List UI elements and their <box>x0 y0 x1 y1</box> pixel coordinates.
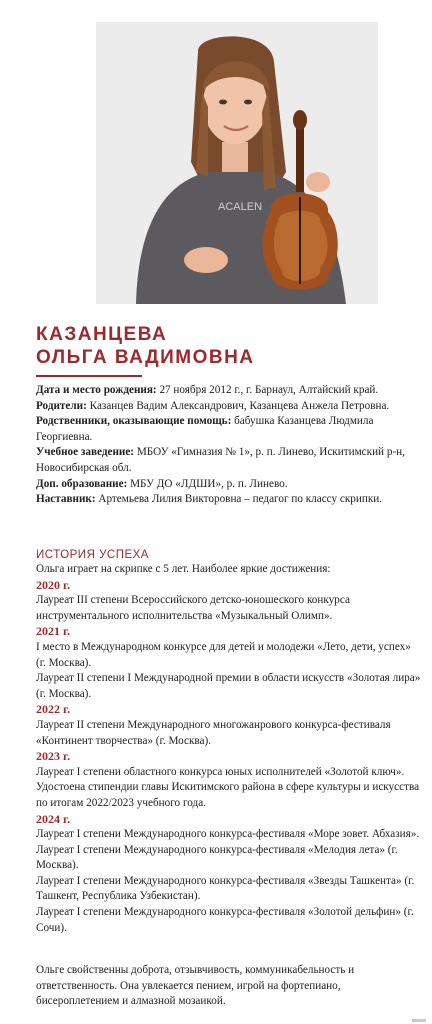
year-heading: 2020 г. <box>36 577 71 592</box>
portrait-photo <box>96 22 378 304</box>
closing-paragraph <box>36 963 421 1010</box>
achievement-item: Лауреат I степени Международного конкурса-фестиваля «Золотой дельфин» (г. Сочи). <box>36 906 414 934</box>
year-heading: 2023 г. <box>36 749 71 764</box>
bio-value: МБУ ДО «ЛДШИ», р. п. Линево. <box>127 477 288 490</box>
year-heading: 2024 г. <box>36 811 71 826</box>
person-name <box>36 323 255 369</box>
bio-relatives <box>36 414 421 445</box>
bio-label: Доп. образование: <box>36 477 128 490</box>
bio-parents <box>36 399 421 415</box>
bio-label: Дата и место рождения: <box>36 384 157 396</box>
achievement-item: Лауреат I степени областного конкурса юных исполнителей «Золотой ключ». <box>36 765 405 778</box>
year-heading: 2021 г. <box>36 624 71 639</box>
achievement-item: Удостоена стипендии главы Искитимского района в сфере культуры и искусства по итогам 2022/2023 учебного года. <box>36 781 420 809</box>
achievement-item: Лауреат I степени Международного конкурса-фестиваля «Мелодия лета» (г. Москва). <box>36 843 398 872</box>
history-intro: Ольга играет на скрипке с 5 лет. Наиболее яркие достижения: <box>36 563 331 575</box>
bio-value: МБОУ «Гимназия № 1», р. п. Линево, Искитимский р-н, Новосибирская обл. <box>36 446 405 474</box>
achievement-item: Лауреат III степени Всероссийского детско-юношеского конкурса инструментального исполнительства «Музыкальный Олимп». <box>36 594 350 622</box>
person-given-names: ОЛЬГА ВАДИМОВНА <box>36 347 255 368</box>
history-section <box>36 562 421 936</box>
bio-label: Родители: <box>36 399 87 412</box>
bio-mentor <box>36 492 421 508</box>
bio-value: Казанцев Вадим Александрович, Казанцева Анжела Петровна. <box>86 399 390 412</box>
person-surname: КАЗАНЦЕВА <box>36 324 168 345</box>
achievement-item: Лауреат I степени Международного конкурса-фестиваля «Море зовет. Абхазия». <box>36 828 420 841</box>
page-corner-mark <box>412 1019 426 1022</box>
portrait-illustration <box>96 22 378 304</box>
closing-text: Ольге свойственны доброта, отзывчивость, коммуникабельность и ответственность. Она увлекается пением, игрой на фортепиано, бисероплетением и алмазной мозаикой. <box>36 964 355 1008</box>
bio-birth <box>36 383 421 399</box>
achievement-item: Лауреат II степени I Международной премии в области искусств «Золотая лира» (г. Москва). <box>36 672 421 700</box>
achievement-item: Лауреат II степени Международного многожанрового конкурса-фестиваля «Континент творчества» (г. Москва). <box>36 718 391 747</box>
history-heading: ИСТОРИЯ УСПЕХА <box>36 549 149 561</box>
bio-value: Артемьева Лилия Викторовна – педагог по классу скрипки. <box>95 493 383 506</box>
bio-extra-education <box>36 477 421 493</box>
bio-school <box>36 445 421 476</box>
bio-section <box>36 383 421 508</box>
achievement-item: I место в Международном конкурсе для детей и молодежи «Лето, дети, успех» (г. Москва). <box>36 640 411 669</box>
title-divider <box>36 375 142 377</box>
bio-label: Родственники, оказывающие помощь: <box>36 415 232 428</box>
bio-label: Наставник: <box>36 493 96 506</box>
achievement-item: Лауреат I степени Международного конкурса-фестиваля «Звезды Ташкента» (г. Ташкент, Республика Узбекистан). <box>36 874 415 903</box>
bio-value: 27 ноября 2012 г., г. Барнаул, Алтайский край. <box>156 384 379 396</box>
year-heading: 2022 г. <box>36 702 71 717</box>
bio-value: бабушка Казанцева Людмила Георгиевна. <box>36 415 374 443</box>
bio-label: Учебное заведение: <box>36 446 135 459</box>
shirt-print: ACALEN <box>218 201 263 213</box>
